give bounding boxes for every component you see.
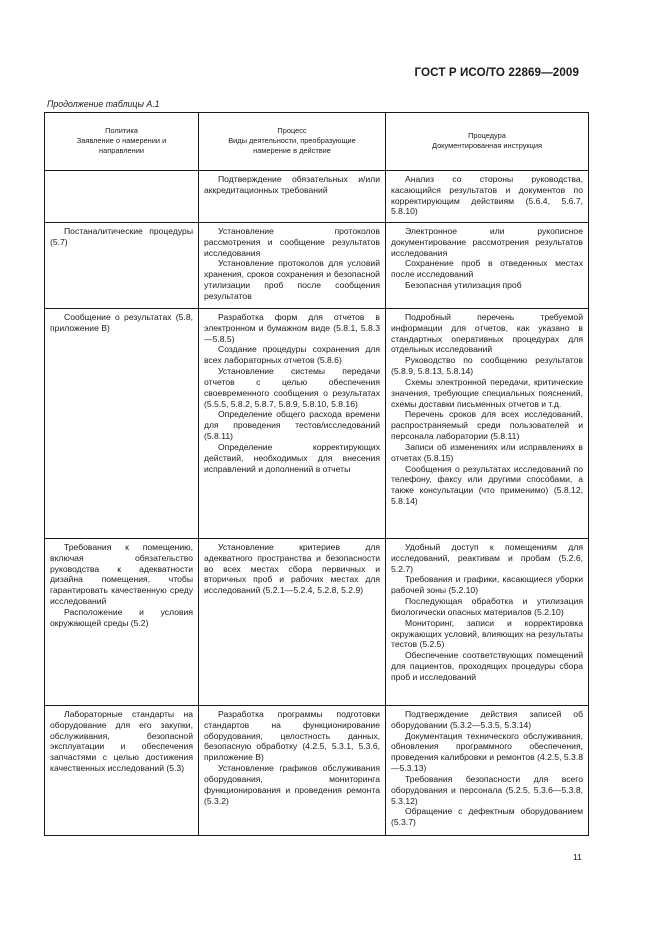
cell-paragraph: Постаналитические процедуры (5.7) <box>50 226 193 247</box>
policy-cell <box>45 309 199 539</box>
cell-paragraph: Безопасная утилизация проб <box>405 280 522 291</box>
cell-paragraph: Подтверждение действия записей об оборудовании (5.3.2—5.3.5, 5.3.14) <box>391 709 583 730</box>
cell-paragraph: Подтверждение обязательных и/или аккредитационных требований <box>204 174 380 195</box>
cell-paragraph: Сообщения о результатах исследований по телефону, факсу или другими способами, а также консультации (что применимо) (5.8.12, 5.8.14) <box>391 463 583 507</box>
procedure-cell <box>386 171 589 223</box>
policy-cell <box>45 539 199 706</box>
header-line: Виды деятельности, преобразующие <box>228 136 356 145</box>
cell-paragraph: Сохранение проб в отведенных местах после исследований <box>391 258 583 280</box>
cell-paragraph: Сообщение о результатах (5.8, приложение В) <box>50 312 193 333</box>
standard-designation: ГОСТ Р ИСО/ТО 22869—2009 <box>414 66 579 79</box>
policy-cell <box>45 171 199 223</box>
cell-paragraph: Подробный перечень требуемой информации для отчетов, как указано в стандартных оперативных процедурах для отдельных исследований <box>391 312 583 355</box>
column-header-procedure <box>386 113 589 171</box>
policy-cell <box>45 706 199 836</box>
procedure-cell <box>386 539 589 706</box>
table-row <box>45 309 589 539</box>
header-line: Процедура <box>468 131 506 141</box>
procedure-cell <box>386 223 589 309</box>
header-line: намерение в действие <box>253 145 331 155</box>
table-header-row <box>45 113 589 171</box>
cell-paragraph: Электронное или рукописное документирование рассмотрения результатов исследования <box>391 226 583 258</box>
cell-paragraph: Обеспечение соответствующих помещений для пациентов, проходящих процедуры сбора проб и исследований <box>391 650 583 682</box>
page-number: 11 <box>573 852 582 862</box>
process-cell <box>199 223 386 309</box>
cell-paragraph: Установление критериев для адекватного пространства и безопасности во всех местах сбора первичных и вторичных проб и рабочих местах для исследований (5.2.1—5.2.4, 5.2.8, 5.2.9) <box>204 542 380 596</box>
cell-paragraph: Перечень сроков для всех исследований, распространяемый среди пользователей и персонала лаборатории (5.8.11) <box>391 409 583 442</box>
cell-paragraph: Разработка форм для отчетов в электронном и бумажном виде (5.8.1, 5.8.3—5.8.5) <box>204 312 380 344</box>
process-cell <box>199 539 386 706</box>
cell-paragraph: Определение общего расхода времени для проведения тестов/исследований (5.8.11) <box>204 409 380 442</box>
policy-cell <box>45 223 199 309</box>
cell-paragraph: Расположение и условия окружающей среды (5.2) <box>50 606 193 628</box>
cell-paragraph: Требования безопасности для всего оборудования и персонала (5.2.5, 5.3.6—5.3.8, 5.3.12) <box>391 773 583 806</box>
cell-paragraph: Установление протоколов для условий хранения, сроков сохранения и безопасной утилизации проб после сообщения результатов <box>204 258 380 301</box>
header-line: Процесс <box>277 126 307 136</box>
cell-paragraph: Требования и графики, касающиеся уборки рабочей зоны (5.2.10) <box>391 574 583 596</box>
cell-paragraph: Лабораторные стандарты на оборудование для его закупки, обслуживания, безопасной эксплуатации и обеспечения запчастями с целью достижения качественных исследований (5.3) <box>50 709 193 774</box>
cell-paragraph: Определение корректирующих действий, необходимых для внесения исправлений и дополнений в отчеты <box>204 441 380 474</box>
cell-paragraph: Обращение с дефектным оборудованием (5.3.7) <box>391 806 583 828</box>
cell-paragraph: Последующая обработка и утилизация биологически опасных материалов (5.2.10) <box>391 596 583 617</box>
cell-paragraph: Схемы электронной передачи, критические значения, требующие специальных пояснений, схемы доставки письменных отчетов и т.д. <box>391 376 583 409</box>
cell-paragraph: Документация технического обслуживания, обновления программного обеспечения, проведения калибровки и ремонтов (4.2.5, 5.3.8—5.3.13) <box>391 730 583 774</box>
cell-paragraph: Разработка программы подготовки стандартов на функционирование оборудования, целостность данных, безопасную обработку (4.2.5, 5.3.1, 5.3.6, приложение В) <box>204 709 380 763</box>
cell-paragraph: Требования к помещению, включая обязательство руководства к адекватности дизайна помещения, чтобы гарантировать качественную среду исследований <box>50 542 193 607</box>
column-header-process <box>199 113 386 171</box>
process-cell <box>199 706 386 836</box>
procedure-cell <box>386 706 589 836</box>
process-cell <box>199 171 386 223</box>
cell-paragraph: Создание процедуры сохранения для всех лабораторных отчетов (5.8.6) <box>204 344 380 366</box>
header-line: Заявление о намерении и <box>76 136 167 145</box>
cell-paragraph: Руководство по сообщению результатов (5.8.9, 5.8.13, 5.8.14) <box>391 355 583 377</box>
policy-process-procedure-table <box>44 112 589 836</box>
cell-paragraph: Установление протоколов рассмотрения и сообщение результатов исследования <box>204 226 380 258</box>
table-caption: Продолжение таблицы А.1 <box>47 99 160 109</box>
table-row <box>45 223 589 309</box>
header-line: Документированная инструкция <box>431 141 543 150</box>
column-header-policy <box>45 113 199 171</box>
header-line: направлении <box>99 145 144 155</box>
table-row <box>45 539 589 706</box>
procedure-cell <box>386 309 589 539</box>
cell-paragraph: Анализ со стороны руководства, касающийся результатов и документов по корректирующим действиям (5.6.4, 5.6.7, 5.8.10) <box>391 174 583 217</box>
cell-paragraph: Установление графиков обслуживания оборудования, мониторинга функционирования и проведения ремонта (5.3.2) <box>204 763 380 806</box>
table-row <box>45 171 589 223</box>
table-row <box>45 706 589 836</box>
cell-paragraph: Записи об изменениях или исправлениях в отчетах (5.8.15) <box>391 441 583 463</box>
header-line: Политика <box>105 126 138 136</box>
cell-paragraph: Мониторинг, записи и корректировка окружающих условий, влияющих на результаты тестов (5.2.5) <box>391 617 583 650</box>
cell-paragraph: Удобный доступ к помещениям для исследований, реактивам и пробам (5.2.6, 5.2.7) <box>391 542 583 574</box>
process-cell <box>199 309 386 539</box>
cell-paragraph: Установление системы передачи отчетов с целью обеспечения своевременного сообщения о результатах (5.5.5, 5.8.2, 5.8.7, 5.8.9, 5.8.10, 5.8.16) <box>204 366 380 409</box>
